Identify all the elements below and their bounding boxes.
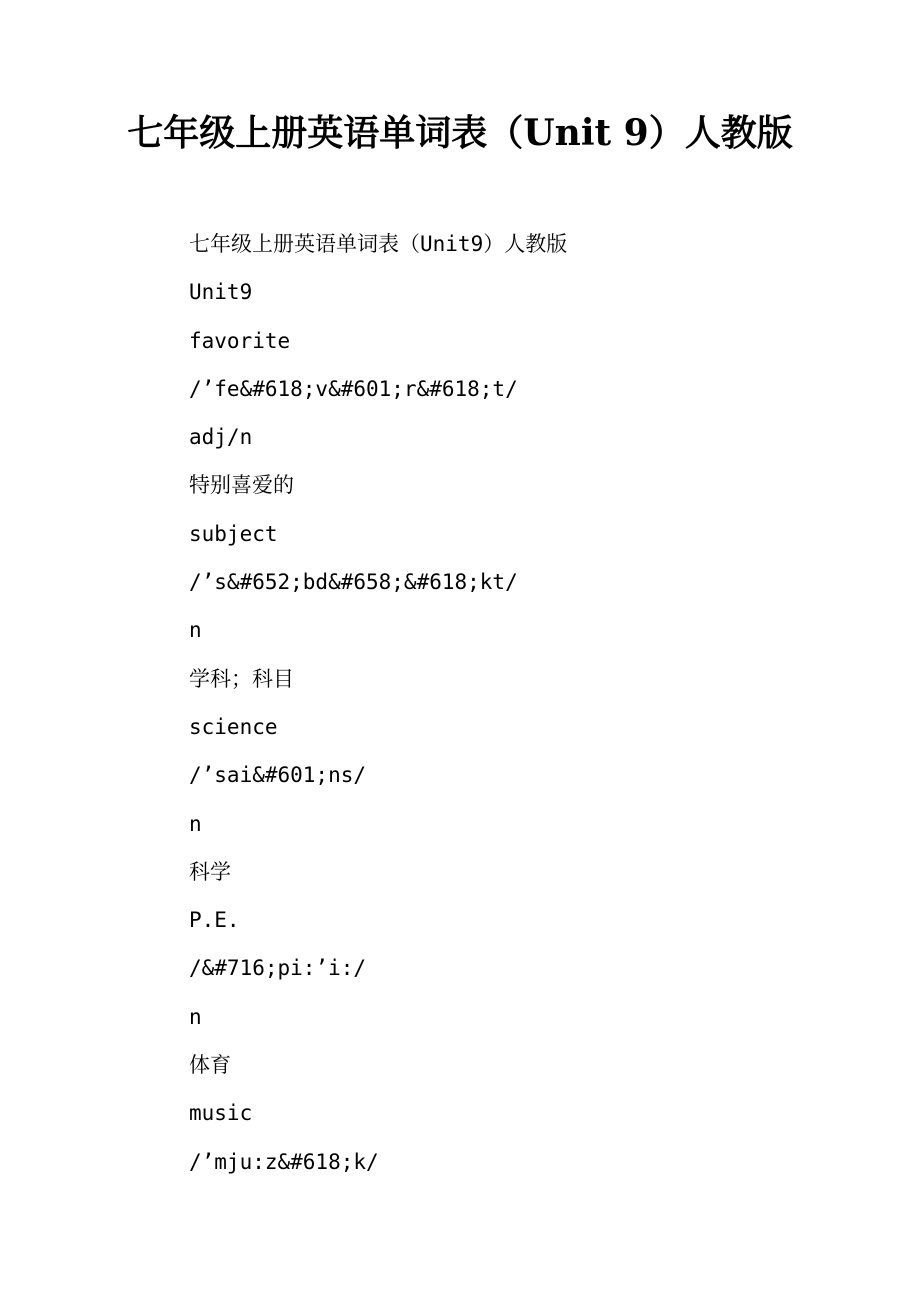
document-title: 七年级上册英语单词表（Unit 9）人教版	[127, 112, 793, 154]
list-item: adj/n	[189, 425, 253, 450]
list-item: /’mju:z&#618;k/	[189, 1149, 379, 1174]
list-item: Unit9	[189, 280, 253, 305]
list-item: n	[189, 618, 202, 643]
list-item: /’fe&#618;v&#601;r&#618;t/	[189, 376, 518, 401]
list-item: 学科；科目	[189, 666, 294, 691]
list-item: science	[189, 714, 278, 739]
list-item: 体育	[189, 1053, 231, 1078]
list-item: /’sai&#601;ns/	[189, 763, 367, 788]
list-item: music	[189, 1101, 253, 1126]
list-item: n	[189, 811, 202, 836]
list-item: P.E.	[189, 908, 240, 933]
list-item: 七年级上册英语单词表（Unit9）人教版	[189, 232, 568, 256]
list-item: /&#716;pi:’i:/	[189, 956, 367, 981]
list-item: 科学	[189, 859, 231, 884]
list-item: /’s&#652;bd&#658;&#618;kt/	[189, 570, 518, 595]
word-list	[189, 226, 567, 1192]
list-item: favorite	[189, 328, 291, 353]
list-item: 特别喜爱的	[189, 473, 294, 498]
list-item: subject	[189, 521, 278, 546]
list-item: n	[189, 1004, 202, 1029]
